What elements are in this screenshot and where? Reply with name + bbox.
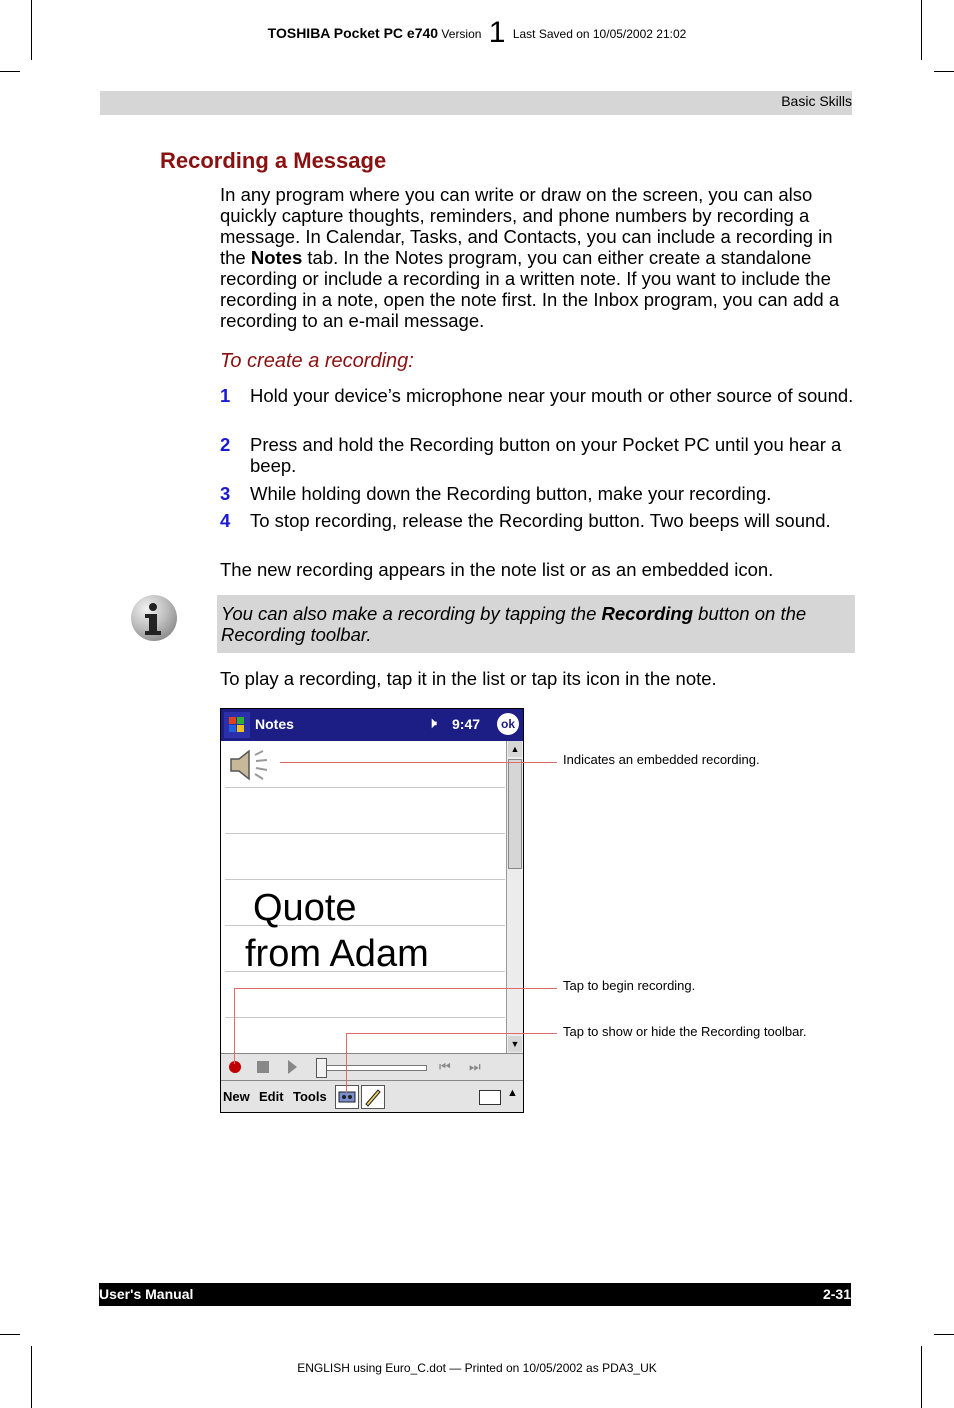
step-number: 4 [220, 510, 231, 531]
ruled-line [225, 833, 505, 834]
menu-edit[interactable]: Edit [259, 1089, 284, 1104]
note-page[interactable] [221, 741, 506, 1053]
input-panel-arrow-icon[interactable]: ▲ [507, 1087, 518, 1099]
menu-bar [221, 1080, 523, 1113]
skip-back-icon[interactable]: ⏮ [439, 1059, 451, 1074]
step-text: Hold your device’s microphone near your mouth or other source of sound. [250, 385, 854, 406]
handwriting-line-1: Quote [253, 887, 357, 929]
handwriting-line-2: from Adam [245, 933, 429, 975]
crop-mark [0, 1334, 20, 1335]
keyboard-icon[interactable] [479, 1090, 501, 1105]
crop-mark [31, 1346, 32, 1408]
footer-left: User's Manual [99, 1286, 194, 1302]
note-text [221, 603, 841, 645]
embedded-recording-icon[interactable] [227, 747, 267, 783]
scroll-thumb[interactable] [508, 759, 522, 869]
ruled-line [225, 787, 505, 788]
section-band [100, 91, 852, 115]
skip-forward-icon[interactable]: ⏭ [469, 1059, 481, 1074]
step-text: To stop recording, release the Recording button. Two beeps will sound. [250, 510, 831, 531]
note-text-1: You can also make a recording by tapping the [221, 603, 602, 624]
callout-line [280, 762, 557, 763]
note-box [217, 595, 855, 653]
scroll-down-icon[interactable]: ▼ [508, 1036, 522, 1052]
saved-date: Last Saved on 10/05/2002 21:02 [512, 27, 687, 41]
pocketpc-screenshot [220, 708, 524, 1113]
volume-slider[interactable] [317, 1065, 427, 1071]
intro-bold: Notes [250, 247, 303, 268]
result-paragraph: The new recording appears in the note list or as an embedded icon. [220, 559, 774, 580]
document-header [0, 16, 954, 50]
scroll-up-icon[interactable]: ▲ [508, 741, 522, 757]
intro-paragraph [220, 184, 850, 331]
page-number: 2-31 [822, 1286, 851, 1302]
ruled-line [225, 1017, 505, 1018]
callout-line [234, 988, 235, 1064]
note-bold: Recording [601, 603, 694, 624]
ok-button[interactable]: ok [497, 713, 519, 735]
step-number: 3 [220, 483, 231, 504]
clock[interactable]: 9:47 [452, 716, 481, 732]
footer-bar [99, 1283, 851, 1306]
callout-line [234, 988, 557, 989]
version-number: 1 [488, 16, 506, 49]
title-bar [221, 709, 523, 741]
record-button[interactable] [229, 1061, 241, 1073]
info-icon [131, 595, 177, 641]
volume-slider-knob[interactable] [316, 1058, 327, 1078]
version-label: Version [441, 27, 482, 41]
print-info: ENGLISH using Euro_C.dot — Printed on 10/05/2002 as PDA3_UK [297, 1361, 657, 1375]
volume-icon[interactable]: 🕨 [427, 715, 438, 732]
play-button[interactable] [288, 1060, 297, 1074]
menu-new[interactable]: New [223, 1089, 250, 1104]
crop-mark [921, 1346, 922, 1408]
callout-toggle: Tap to show or hide the Recording toolbar. [563, 1024, 807, 1039]
step-number: 1 [220, 385, 231, 406]
scrollbar[interactable] [506, 741, 523, 1053]
recording-toolbar [221, 1053, 523, 1080]
app-title: Notes [255, 716, 294, 732]
windows-start-icon[interactable] [224, 712, 250, 738]
play-paragraph: To play a recording, tap it in the list or tap its icon in the note. [220, 668, 717, 689]
page-heading: Recording a Message [160, 148, 387, 173]
callout-begin: Tap to begin recording. [563, 978, 696, 993]
menu-tools[interactable]: Tools [293, 1089, 327, 1104]
step-text: Press and hold the Recording button on your Pocket PC until you hear a beep. [250, 434, 842, 476]
callout-embedded: Indicates an embedded recording. [563, 752, 760, 767]
step-number: 2 [220, 434, 231, 455]
intro-text-2: tab. In the Notes program, you can either create a standalone recording or include a recording in a written note. If you want to include the recording in a note, open the note first. In the Inbox program, you can add a recording to an e-mail message. [220, 247, 840, 331]
subheading: To create a recording: [220, 350, 414, 372]
stop-button[interactable] [257, 1061, 269, 1073]
note-text-2: button on the Recording toolbar. [221, 603, 807, 645]
crop-mark [934, 1334, 954, 1335]
recording-toolbar-toggle-icon[interactable] [335, 1085, 359, 1109]
crop-mark [934, 71, 954, 72]
ruled-line [225, 879, 505, 880]
brand-title: TOSHIBA Pocket PC e740 [267, 25, 439, 41]
step-text: While holding down the Recording button, make your recording. [250, 483, 772, 504]
intro-text-1: In any program where you can write or draw on the screen, you can also quickly capture thoughts, reminders, and phone numbers by recording a message. In Calendar, Tasks, and Contacts, you can include a recording in the [220, 184, 833, 268]
pen-icon[interactable] [361, 1085, 385, 1109]
crop-mark [0, 71, 20, 72]
callout-line [346, 1033, 557, 1034]
section-label: Basic Skills [781, 93, 852, 109]
callout-line [346, 1033, 347, 1093]
